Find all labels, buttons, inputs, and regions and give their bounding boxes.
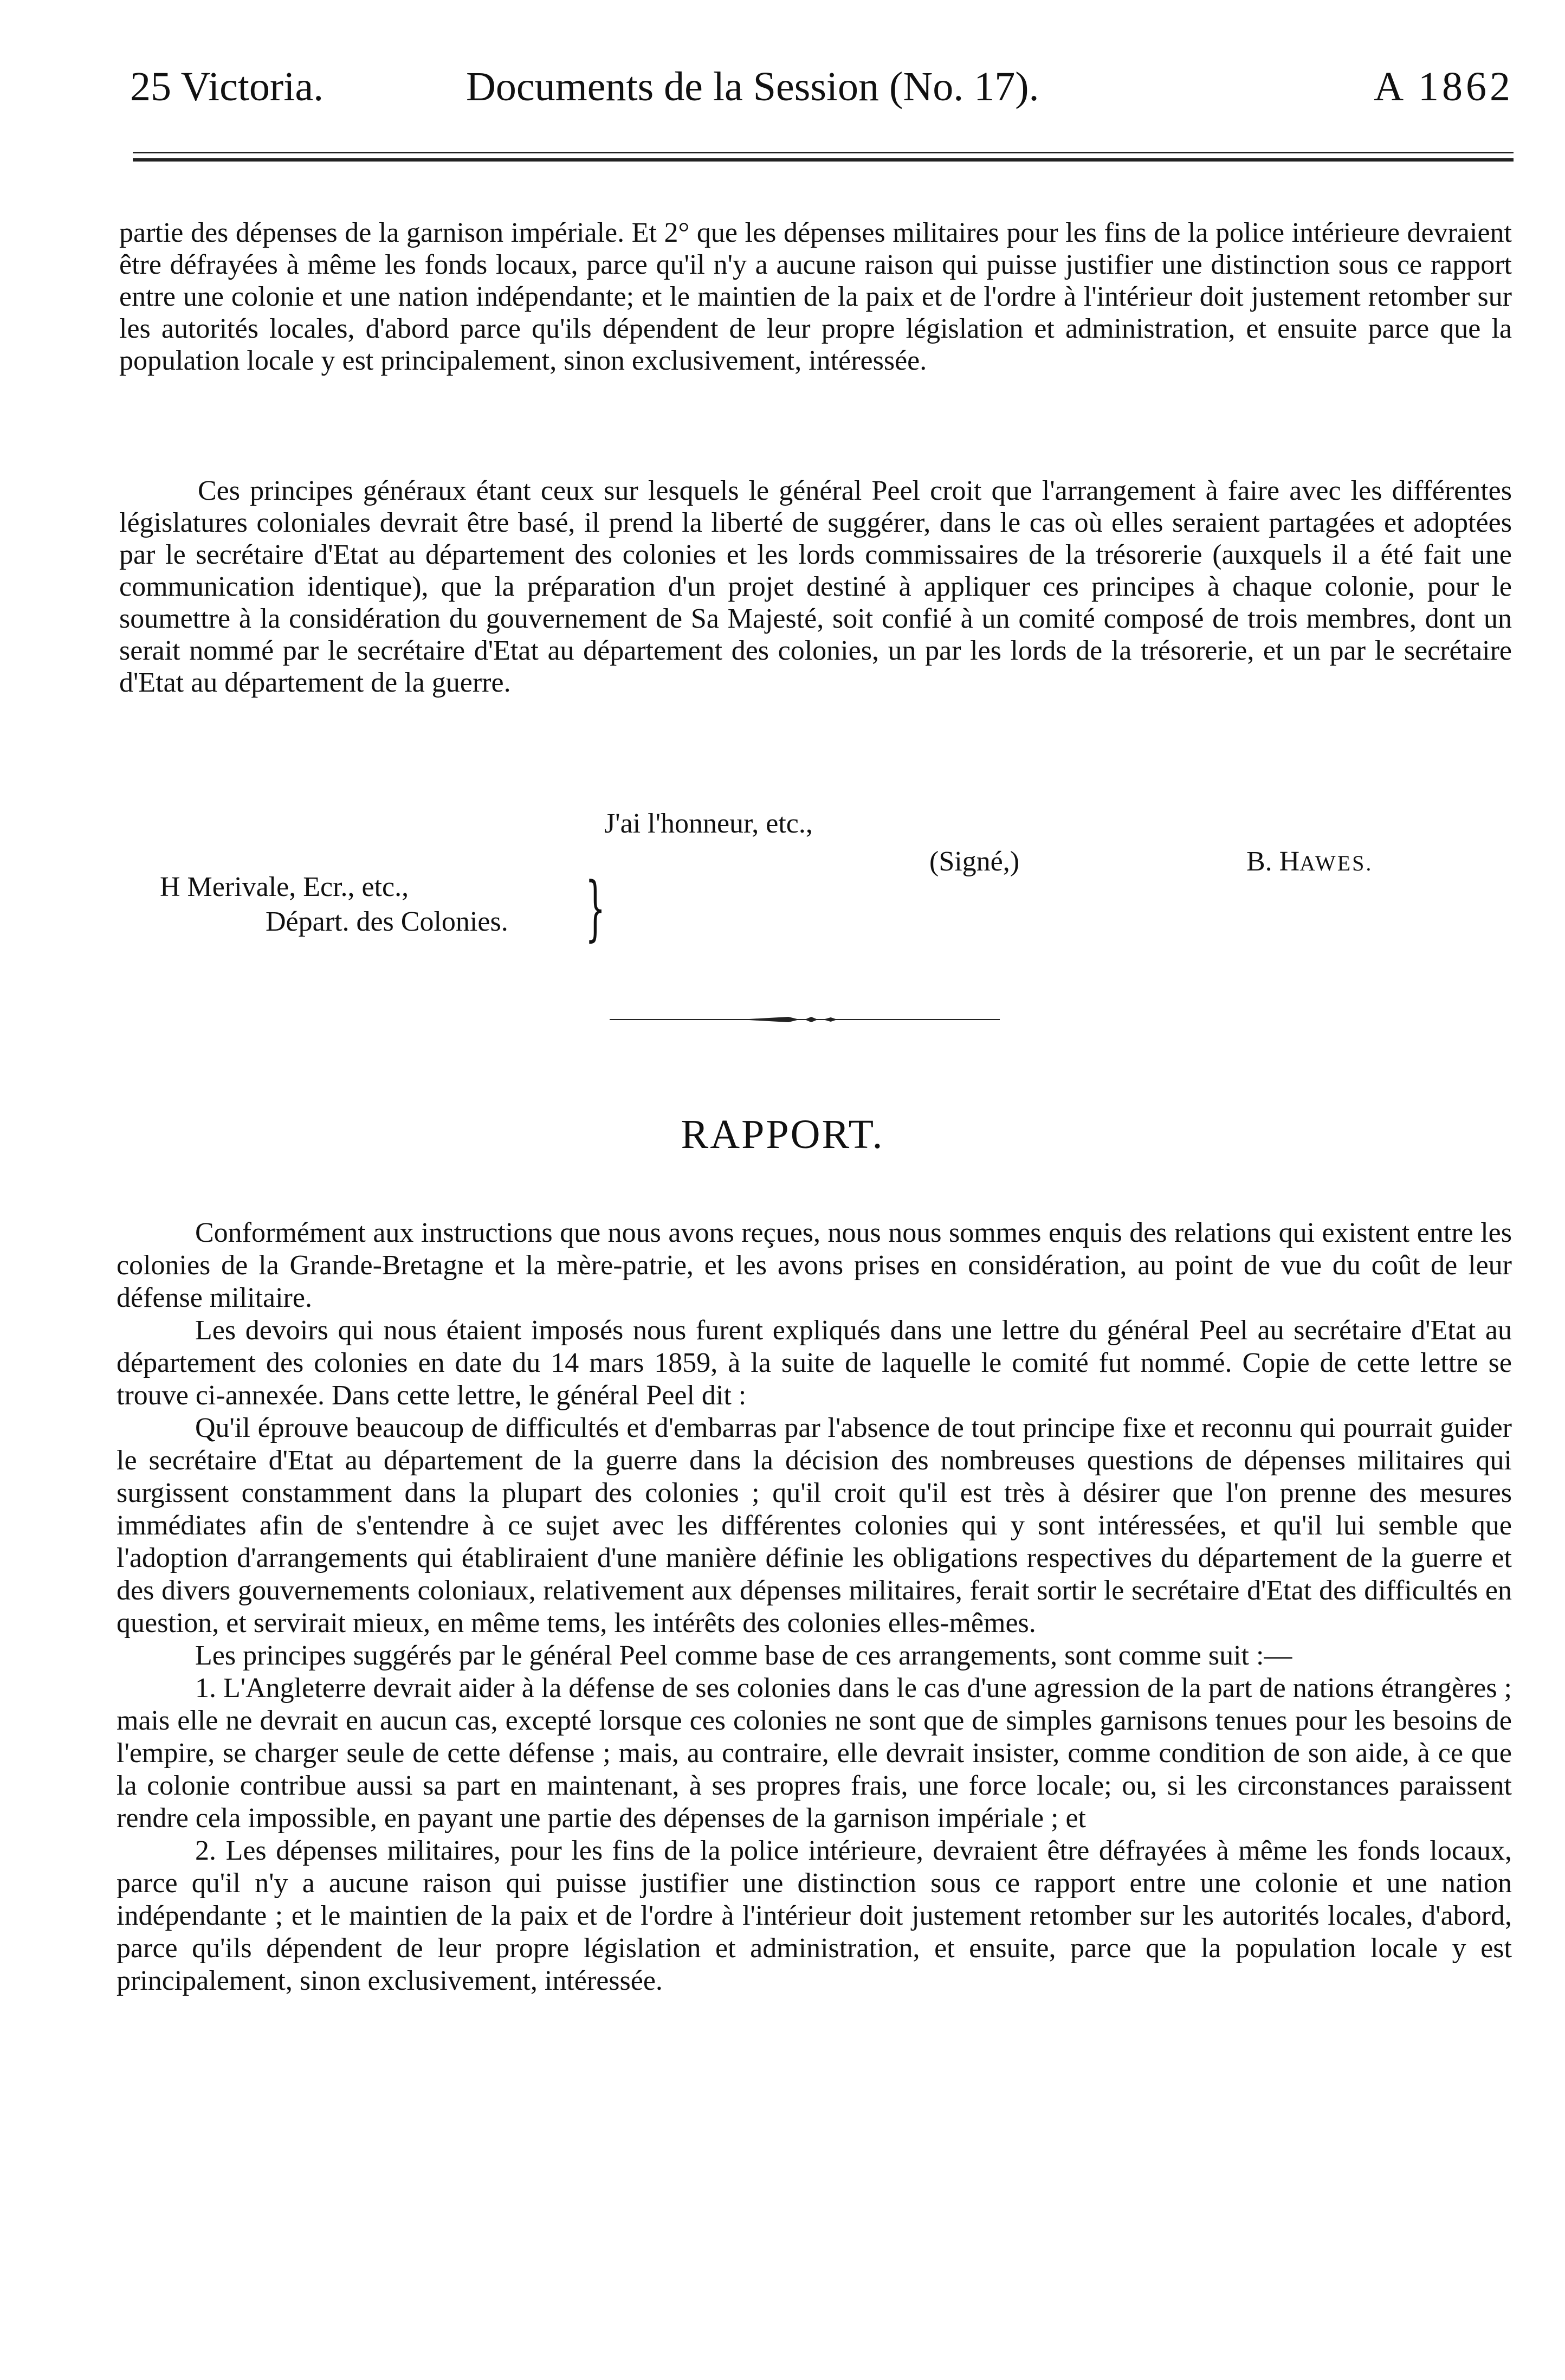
letter-paragraph-text: Ces principes généraux étant ceux sur lesquels le général Peel croit que l'arrangement à faire avec les différentes législatures coloniales devrait être basé, il prend la liberté de suggérer, dans le cas où elles seraient partagées et adoptées par le secrétaire d'Etat au département des colonies et les lords commissaires de la trésorerie (auxquels il a été fait une communication identique), que la préparation d'un projet destiné à appliquer ces principes à chaque colonie, pour le soumettre à la considération du gouvernement de Sa Majesté, soit confié à un comité composé de trois membres, dont un serait nommé par le secrétaire d'Etat au département des colonies, un par les lords de la trésorerie, et un par le secrétaire d'Etat au département de la guerre.	[119, 475, 1512, 698]
ornamental-divider	[610, 1016, 1000, 1023]
header-rule-thick	[133, 158, 1514, 162]
addressee-brace: }	[585, 867, 606, 949]
report-body	[117, 1217, 1512, 1997]
section-title: RAPPORT.	[681, 1112, 884, 1157]
addressee-block	[160, 870, 508, 939]
report-paragraph: Conformément aux instructions que nous avons reçues, nous nous sommes enquis des relations qui existent entre les colonies de la Grande-Bretagne et la mère-patrie, et les avons prises en considération, au point de vue du coût de leur défense militaire.	[117, 1217, 1512, 1313]
header-year: A 1862	[1374, 64, 1514, 109]
header-regnal-year: 25 Victoria.	[130, 64, 324, 109]
header-document-title: Documents de la Session (No. 17).	[466, 64, 1039, 109]
running-header	[130, 65, 1514, 108]
signature-initial: B. H	[1246, 846, 1300, 877]
signature	[1246, 846, 1373, 878]
report-principle-1: 1. L'Angleterre devrait aider à la défense de ses colonies dans le cas d'une agression de la part de nations étrangères ; mais elle ne devrait en aucun cas, excepté lorsque ces colonies ne sont que de simples garnisons tenues pour les besoins de l'empire, se charger seule de cette défense ; mais, au contraire, elle devrait insister, comme condition de son aide, à ce que la colonie contribue aussi sa part en maintenant, à ses propres frais, une force locale; ou, si les circonstances paraissent rendre cela impossible, en payant une partie des dépenses de la garnison impériale ; et	[117, 1673, 1512, 1834]
addressee-department: Départ. des Colonies.	[266, 906, 508, 937]
letter-closing: J'ai l'honneur, etc.,	[604, 808, 813, 839]
letter-paragraph-1	[119, 217, 1512, 377]
addressee-name: H Merivale, Ecr., etc.,	[160, 872, 409, 902]
report-paragraph: Les principes suggérés par le général Peel comme base de ces arrangements, sont comme suit :—	[195, 1640, 1292, 1671]
letter-paragraph-2	[119, 475, 1512, 699]
letter-paragraph-text: partie des dépenses de la garnison impériale. Et 2° que les dépenses militaires pour les fins de la police intérieure devraient être défrayées à même les fonds locaux, parce qu'il n'y a aucune raison qui puisse justifier une distinction sous ce rapport entre une colonie et une nation indépendante; et le maintien de la paix et de l'ordre à l'intérieur doit justement retomber sur les autorités locales, d'abord parce qu'ils dépendent de leur propre législation et administration, et ensuite parce que la population locale y est principalement, sinon exclusivement, intéressée.	[119, 217, 1512, 376]
header-rule-thin	[133, 152, 1514, 153]
report-principle-2: 2. Les dépenses militaires, pour les fins de la police intérieure, devraient être défrayées à même les fonds locaux, parce qu'il n'y a aucune raison qui puisse justifier une distinction sous ce rapport entre une colonie et une nation indépendante ; et le maintien de la paix et de l'ordre à l'intérieur doit justement retomber sur les autorités locales, d'abord, parce qu'ils dépendent de leur propre législation et administration, et ensuite, parce que la population locale y est principalement, sinon exclusivement, intéressée.	[117, 1835, 1512, 1996]
signature-surname-smallcaps: AWES.	[1299, 851, 1373, 875]
signed-marker: (Signé,)	[929, 846, 1020, 877]
report-paragraph: Les devoirs qui nous étaient imposés nous furent expliqués dans une lettre du général Peel au secrétaire d'Etat au département des colonies en date du 14 mars 1859, à la suite de laquelle le comité fut nommé. Copie de cette lettre se trouve ci-annexée. Dans cette lettre, le général Peel dit :	[117, 1315, 1512, 1411]
report-quoted-paragraph: Qu'il éprouve beaucoup de difficultés et d'embarras par l'absence de tout principe fixe et reconnu qui pourrait guider le secrétaire d'Etat au département de la guerre dans la décision des nombreuses questions de dépenses militaires qui surgissent constamment dans la plupart des colonies ; qu'il croit qu'il est très à désirer que l'on prenne des mesures immédiates afin de s'entendre à ce sujet avec les différentes colonies qui y sont intéressées, et qu'il lui semble que l'adoption d'arrangements qui établiraient d'une manière définie les obligations respectives du département de la guerre et des divers gouvernements coloniaux, relativement aux dépenses militaires, ferait sortir le secrétaire d'Etat des difficultés en question, et servirait mieux, en même tems, les intérêts des colonies elles-mêmes.	[117, 1412, 1512, 1639]
